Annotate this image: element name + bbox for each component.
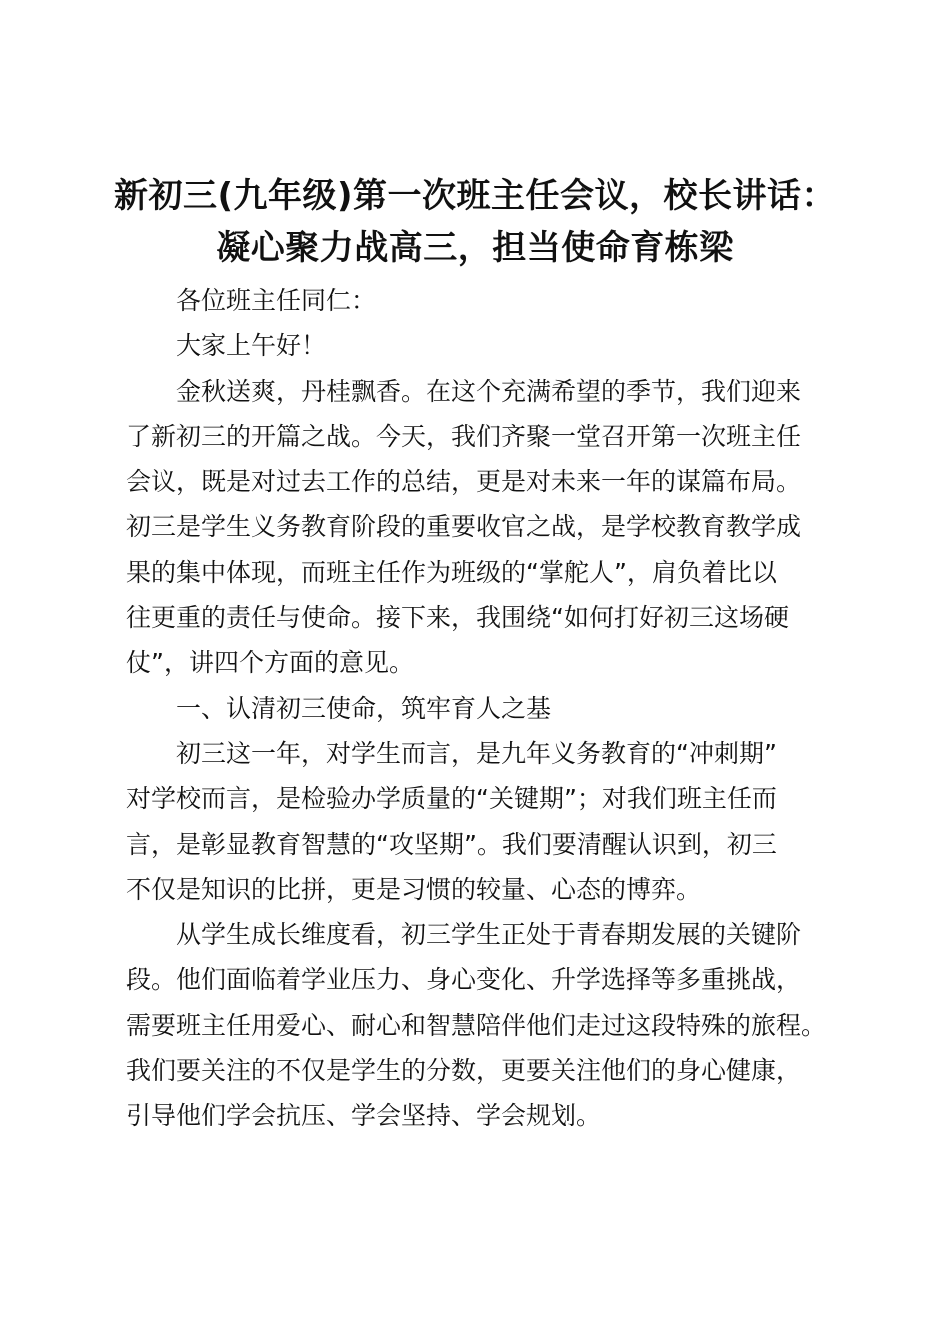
paragraph-line: 从学生成长维度看，初三学生正处于青春期发展的关键阶 (176, 920, 802, 950)
paragraph-1 (126, 369, 838, 686)
paragraph-line: 初三是学生义务教育阶段的重要收官之战，是学校教育教学成 (126, 512, 802, 542)
section-heading: 一、认清初三使命，筑牢育人之基 (176, 693, 552, 723)
paragraph-line: 金秋送爽，丹桂飘香。在这个充满希望的季节，我们迎来 (176, 376, 802, 406)
document-title (100, 170, 850, 274)
paragraph-line: 言，是彰显教育智慧的“攻坚期”。我们要清醒认识到，初三 (126, 829, 777, 859)
paragraph-line: 段。他们面临着学业压力、身心变化、升学选择等多重挑战， (126, 965, 802, 995)
document-body (126, 278, 838, 1139)
paragraph-line: 不仅是知识的比拼，更是习惯的较量、心态的博弈。 (126, 874, 702, 904)
paragraph-line: 初三这一年，对学生而言，是九年义务教育的“冲刺期” (176, 738, 777, 768)
title-line-1: 新初三(九年级)第一次班主任会议，校长讲话： (113, 176, 837, 216)
paragraph-line: 引导他们学会抗压、学会坚持、学会规划。 (126, 1101, 602, 1131)
salutation: 各位班主任同仁： (176, 286, 377, 315)
greeting: 大家上午好！ (176, 331, 327, 361)
section-heading-1 (126, 686, 838, 731)
paragraph-line: 会议，既是对过去工作的总结，更是对未来一年的谋篇布局。 (126, 467, 802, 497)
paragraph-line: 我们要关注的不仅是学生的分数，更要关注他们的身心健康， (126, 1056, 802, 1086)
paragraph-line: 了新初三的开篇之战。今天，我们齐聚一堂召开第一次班主任 (126, 421, 802, 451)
paragraph-2 (126, 731, 838, 912)
paragraph-line: 对学校而言，是检验办学质量的“关键期”；对我们班主任而 (126, 784, 777, 814)
title-line-2: 凝心聚力战高三，担当使命育栋梁 (216, 228, 734, 268)
paragraph-line: 仗”，讲四个方面的意见。 (126, 648, 414, 678)
paragraph-line: 需要班主任用爱心、耐心和智慧陪伴他们走过这段特殊的旅程。 (126, 1010, 827, 1040)
paragraph-line: 往更重的责任与使命。接下来，我围绕“如何打好初三这场硬 (126, 603, 789, 633)
paragraph-line: 果的集中体现，而班主任作为班级的“掌舵人”，肩负着比以 (126, 557, 777, 587)
paragraph-3 (126, 912, 838, 1138)
